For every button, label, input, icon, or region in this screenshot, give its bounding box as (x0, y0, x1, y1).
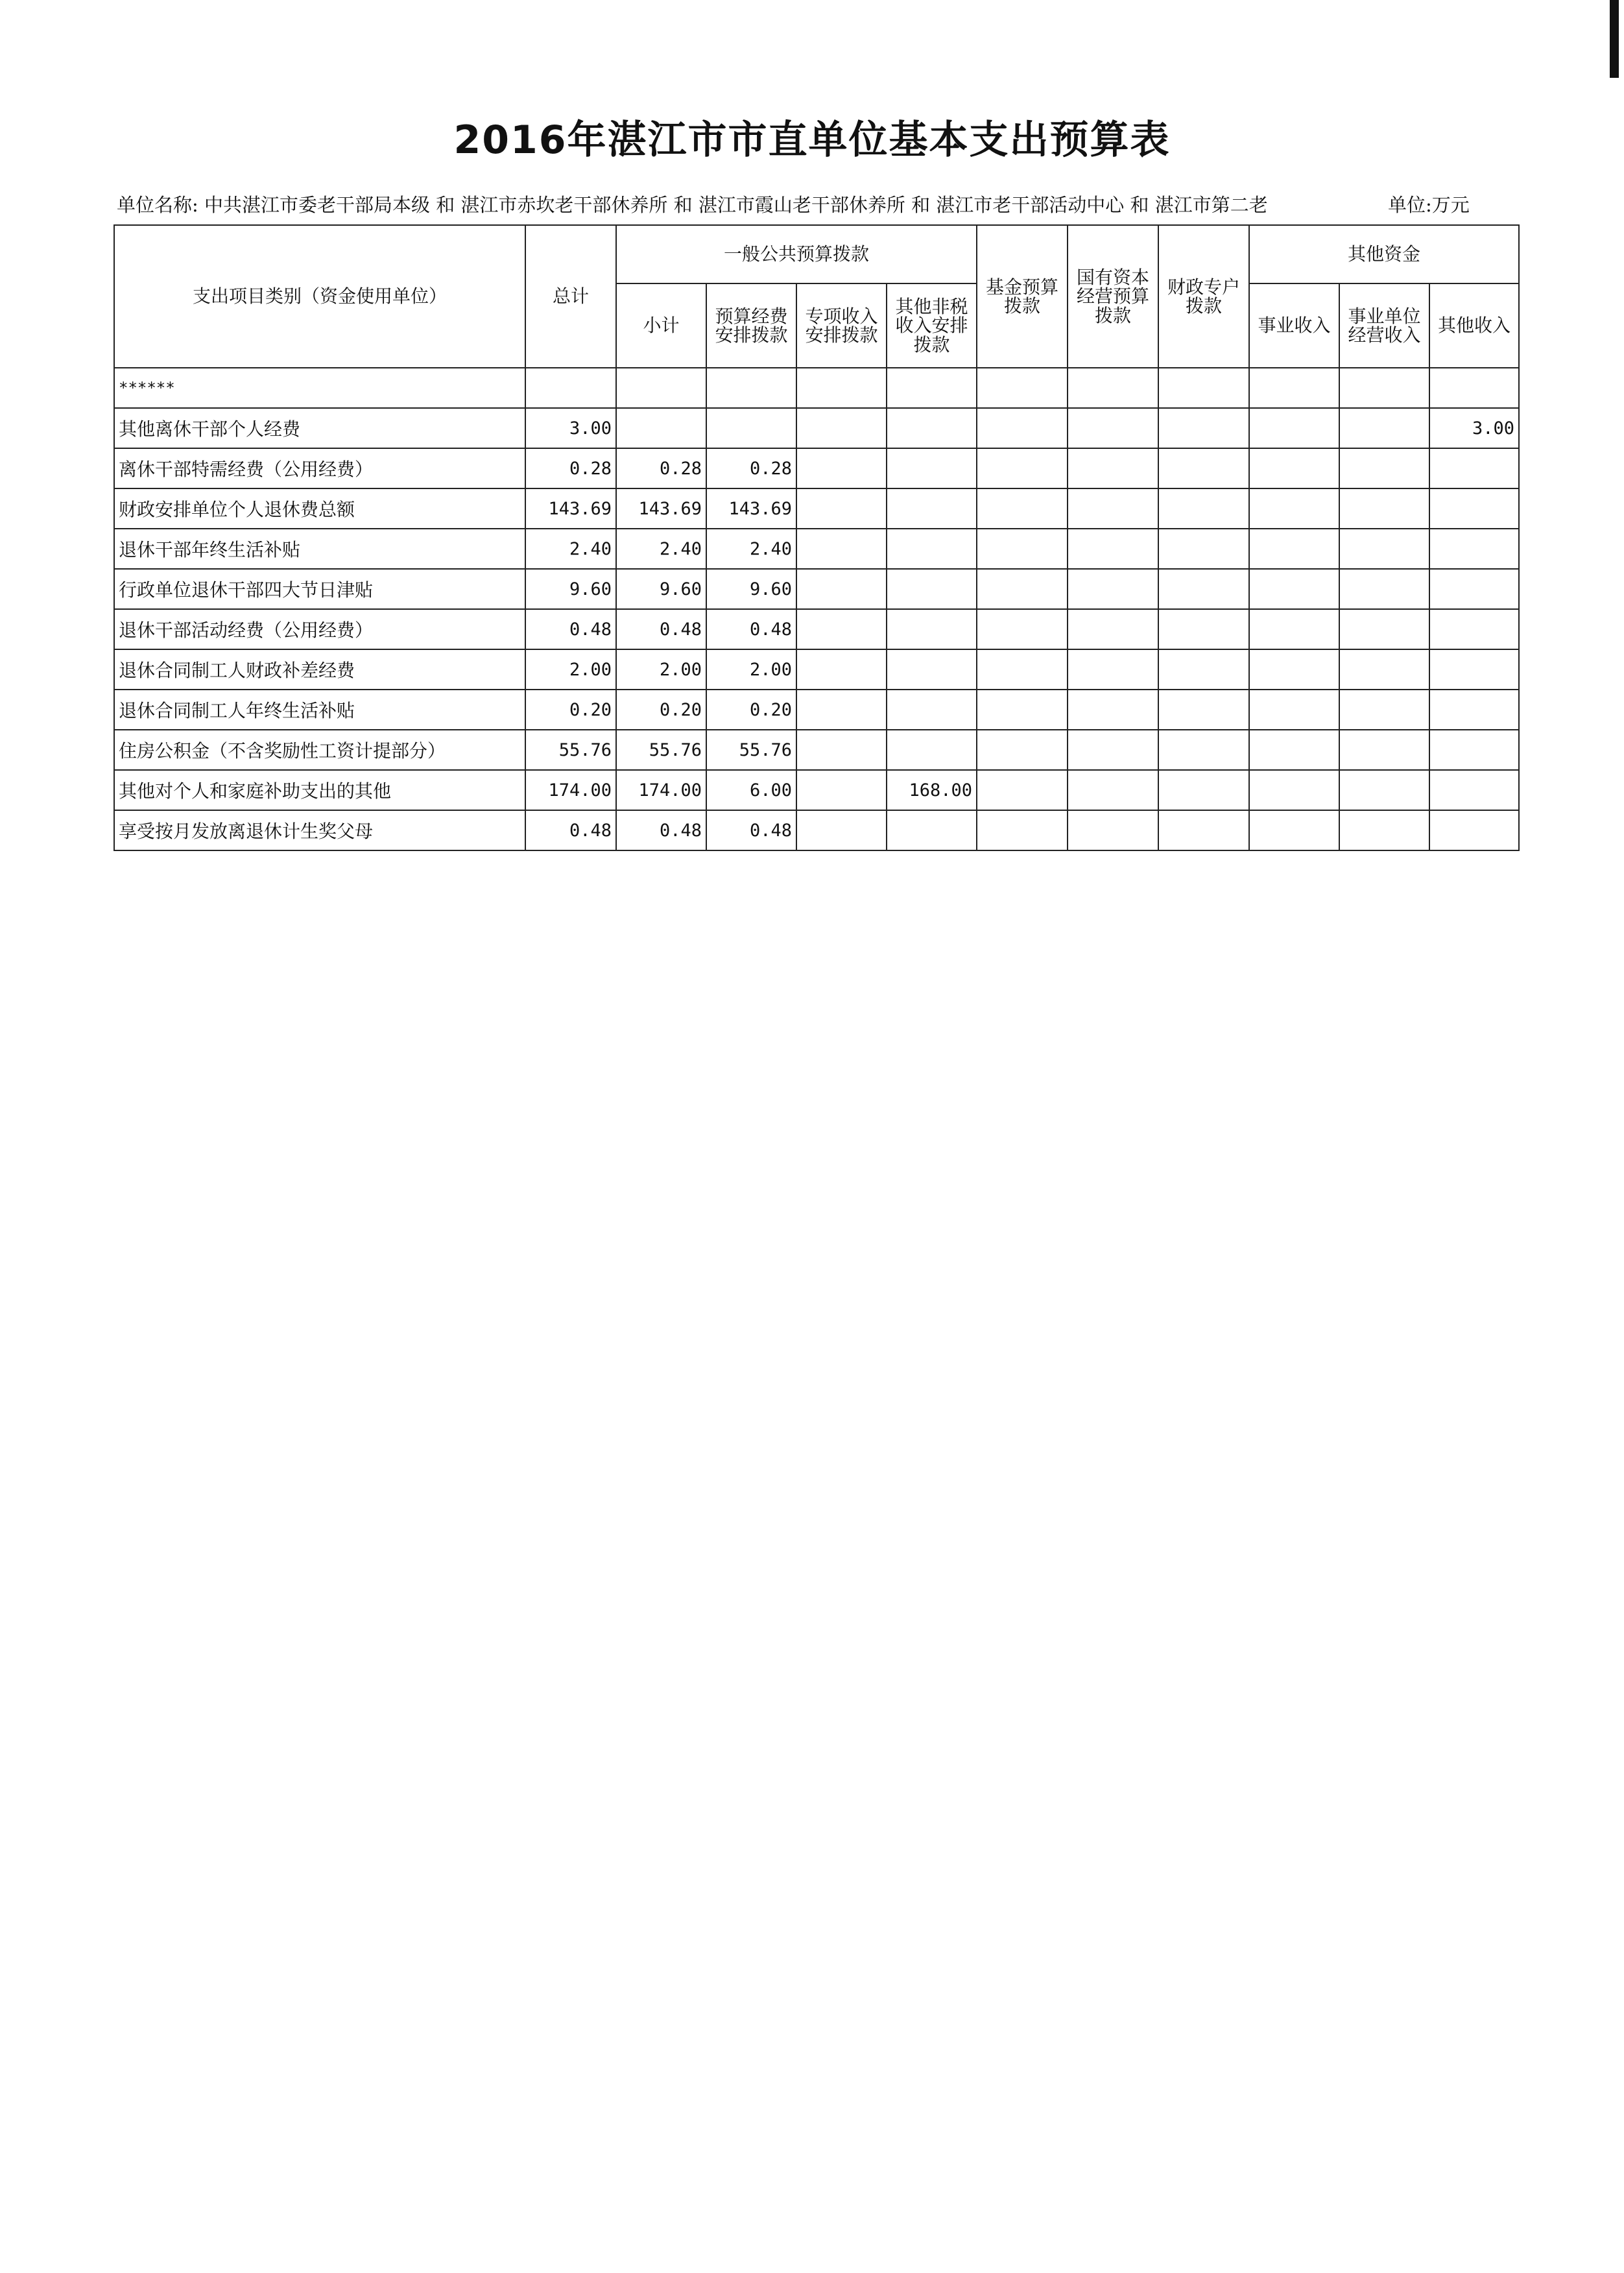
header-other-nontax: 其他非税收入安排拨款 (887, 283, 977, 368)
row-name: 退休干部活动经费（公用经费） (114, 609, 525, 649)
table-row (114, 730, 1519, 770)
cell-state (1068, 649, 1158, 690)
table-row (114, 408, 1519, 448)
row-name: 享受按月发放离退休计生奖父母 (114, 810, 525, 850)
header-fund-budget: 基金预算拨款 (977, 225, 1068, 368)
cell-budget: 2.00 (706, 649, 796, 690)
cell-operating (1339, 770, 1429, 810)
cell-operating (1339, 448, 1429, 488)
cell-operating (1339, 649, 1429, 690)
table-row (114, 609, 1519, 649)
row-name: 退休合同制工人财政补差经费 (114, 649, 525, 690)
cell-business (1249, 408, 1339, 448)
cell-special (796, 770, 887, 810)
cell-fund (977, 488, 1068, 529)
cell-business (1249, 649, 1339, 690)
table-row (114, 569, 1519, 609)
cell-budget: 0.20 (706, 690, 796, 730)
cell-fiscal (1158, 488, 1249, 529)
cell-state (1068, 448, 1158, 488)
cell-business (1249, 690, 1339, 730)
cell-subtotal: 0.48 (616, 810, 706, 850)
cell-other (1429, 649, 1519, 690)
cell-fund (977, 690, 1068, 730)
cell-fiscal (1158, 569, 1249, 609)
cell-budget: 9.60 (706, 569, 796, 609)
cell-special (796, 649, 887, 690)
table-row (114, 448, 1519, 488)
row-name: 其他对个人和家庭补助支出的其他 (114, 770, 525, 810)
cell-state (1068, 569, 1158, 609)
cell-business (1249, 529, 1339, 569)
cell-nontax: 168.00 (887, 770, 977, 810)
cell-other: 3.00 (1429, 408, 1519, 448)
cell-total: 55.76 (525, 730, 616, 770)
cell-subtotal: 9.60 (616, 569, 706, 609)
header-item: 支出项目类别（资金使用单位） (114, 225, 525, 368)
cell-fund (977, 448, 1068, 488)
cell-state (1068, 488, 1158, 529)
cell-total: 174.00 (525, 770, 616, 810)
cell-total: 0.28 (525, 448, 616, 488)
cell-total: 3.00 (525, 408, 616, 448)
unit-name-line: 单位名称: 中共湛江市委老干部局本级 和 湛江市赤坎老干部休养所 和 湛江市霞山老干部休养所 和 湛江市老干部活动中心 和 湛江市第二老 (117, 194, 1268, 216)
cell-nontax (887, 529, 977, 569)
cell-subtotal: 55.76 (616, 730, 706, 770)
cell-special (796, 488, 887, 529)
row-name: 其他离休干部个人经费 (114, 408, 525, 448)
header-other-income: 其他收入 (1429, 283, 1519, 368)
cell-subtotal: 174.00 (616, 770, 706, 810)
cell-budget (706, 408, 796, 448)
cell-operating (1339, 488, 1429, 529)
table-row (114, 529, 1519, 569)
cell-operating (1339, 569, 1429, 609)
cell-special (796, 569, 887, 609)
cell-fiscal (1158, 529, 1249, 569)
cell-budget: 0.48 (706, 609, 796, 649)
cell-other (1429, 690, 1519, 730)
cell-other (1429, 529, 1519, 569)
cell-budget: 6.00 (706, 770, 796, 810)
cell-operating (1339, 810, 1429, 850)
group-row (114, 368, 1519, 408)
cell-nontax (887, 488, 977, 529)
cell-fund (977, 810, 1068, 850)
header-operating-income: 事业单位经营收入 (1339, 283, 1429, 368)
cell-nontax (887, 730, 977, 770)
cell-operating (1339, 408, 1429, 448)
cell-special (796, 408, 887, 448)
cell-special (796, 609, 887, 649)
cell-business (1249, 569, 1339, 609)
cell-special (796, 730, 887, 770)
cell-fund (977, 770, 1068, 810)
header-other-funds-group: 其他资金 (1249, 225, 1519, 283)
header-business-income: 事业收入 (1249, 283, 1339, 368)
cell-business (1249, 448, 1339, 488)
cell-fiscal (1158, 690, 1249, 730)
header-subtotal: 小计 (616, 283, 706, 368)
table-row (114, 649, 1519, 690)
cell-other (1429, 448, 1519, 488)
cell-business (1249, 730, 1339, 770)
cell-budget: 143.69 (706, 488, 796, 529)
row-name: 财政安排单位个人退休费总额 (114, 488, 525, 529)
cell-operating (1339, 609, 1429, 649)
scan-edge-mark (1610, 0, 1619, 78)
cell-fund (977, 730, 1068, 770)
header-total: 总计 (525, 225, 616, 368)
cell-nontax (887, 609, 977, 649)
cell-fiscal (1158, 770, 1249, 810)
page-title: 2016年湛江市市直单位基本支出预算表 (453, 117, 1171, 163)
row-name: 行政单位退休干部四大节日津贴 (114, 569, 525, 609)
cell-fund (977, 569, 1068, 609)
cell-special (796, 690, 887, 730)
cell-operating (1339, 730, 1429, 770)
cell-state (1068, 690, 1158, 730)
unit-measure: 单位:万元 (1388, 194, 1470, 216)
cell-total: 0.48 (525, 609, 616, 649)
cell-fund (977, 649, 1068, 690)
cell-nontax (887, 810, 977, 850)
header-special-income: 专项收入安排拨款 (796, 283, 887, 368)
cell-special (796, 448, 887, 488)
cell-fiscal (1158, 730, 1249, 770)
header-budget-funds: 预算经费安排拨款 (706, 283, 796, 368)
cell-subtotal: 2.00 (616, 649, 706, 690)
header-state-capital: 国有资本经营预算拨款 (1068, 225, 1158, 368)
cell-budget: 0.28 (706, 448, 796, 488)
cell-total: 2.40 (525, 529, 616, 569)
cell-business (1249, 810, 1339, 850)
cell-nontax (887, 448, 977, 488)
cell-total: 2.00 (525, 649, 616, 690)
cell-other (1429, 569, 1519, 609)
cell-other (1429, 488, 1519, 529)
budget-table (113, 224, 1520, 851)
cell-fund (977, 408, 1068, 448)
cell-nontax (887, 649, 977, 690)
cell-special (796, 529, 887, 569)
row-name: 退休干部年终生活补贴 (114, 529, 525, 569)
cell-nontax (887, 569, 977, 609)
table-row (114, 690, 1519, 730)
cell-fiscal (1158, 408, 1249, 448)
cell-fund (977, 609, 1068, 649)
cell-other (1429, 609, 1519, 649)
cell-state (1068, 730, 1158, 770)
cell-other (1429, 730, 1519, 770)
table-row (114, 810, 1519, 850)
cell-subtotal: 0.20 (616, 690, 706, 730)
cell-fund (977, 529, 1068, 569)
cell-total: 0.48 (525, 810, 616, 850)
row-name: 退休合同制工人年终生活补贴 (114, 690, 525, 730)
cell-operating (1339, 690, 1429, 730)
cell-other (1429, 770, 1519, 810)
cell-fiscal (1158, 810, 1249, 850)
cell-nontax (887, 408, 977, 448)
cell-fiscal (1158, 649, 1249, 690)
cell-subtotal (616, 408, 706, 448)
row-name: 住房公积金（不含奖励性工资计提部分） (114, 730, 525, 770)
header-general-group: 一般公共预算拨款 (616, 225, 977, 283)
cell-total: 143.69 (525, 488, 616, 529)
cell-state (1068, 408, 1158, 448)
cell-subtotal: 143.69 (616, 488, 706, 529)
cell-budget: 0.48 (706, 810, 796, 850)
cell-budget: 2.40 (706, 529, 796, 569)
group-label: ****** (114, 368, 525, 408)
cell-subtotal: 0.48 (616, 609, 706, 649)
cell-fiscal (1158, 609, 1249, 649)
cell-business (1249, 609, 1339, 649)
cell-business (1249, 488, 1339, 529)
cell-operating (1339, 529, 1429, 569)
cell-nontax (887, 690, 977, 730)
cell-budget: 55.76 (706, 730, 796, 770)
cell-state (1068, 770, 1158, 810)
cell-fiscal (1158, 448, 1249, 488)
table-row (114, 770, 1519, 810)
cell-special (796, 810, 887, 850)
cell-total: 9.60 (525, 569, 616, 609)
cell-other (1429, 810, 1519, 850)
cell-state (1068, 810, 1158, 850)
cell-subtotal: 2.40 (616, 529, 706, 569)
row-name: 离休干部特需经费（公用经费） (114, 448, 525, 488)
cell-state (1068, 529, 1158, 569)
cell-total: 0.20 (525, 690, 616, 730)
cell-subtotal: 0.28 (616, 448, 706, 488)
header-fiscal-special: 财政专户拨款 (1158, 225, 1249, 368)
cell-business (1249, 770, 1339, 810)
cell-state (1068, 609, 1158, 649)
table-row (114, 488, 1519, 529)
